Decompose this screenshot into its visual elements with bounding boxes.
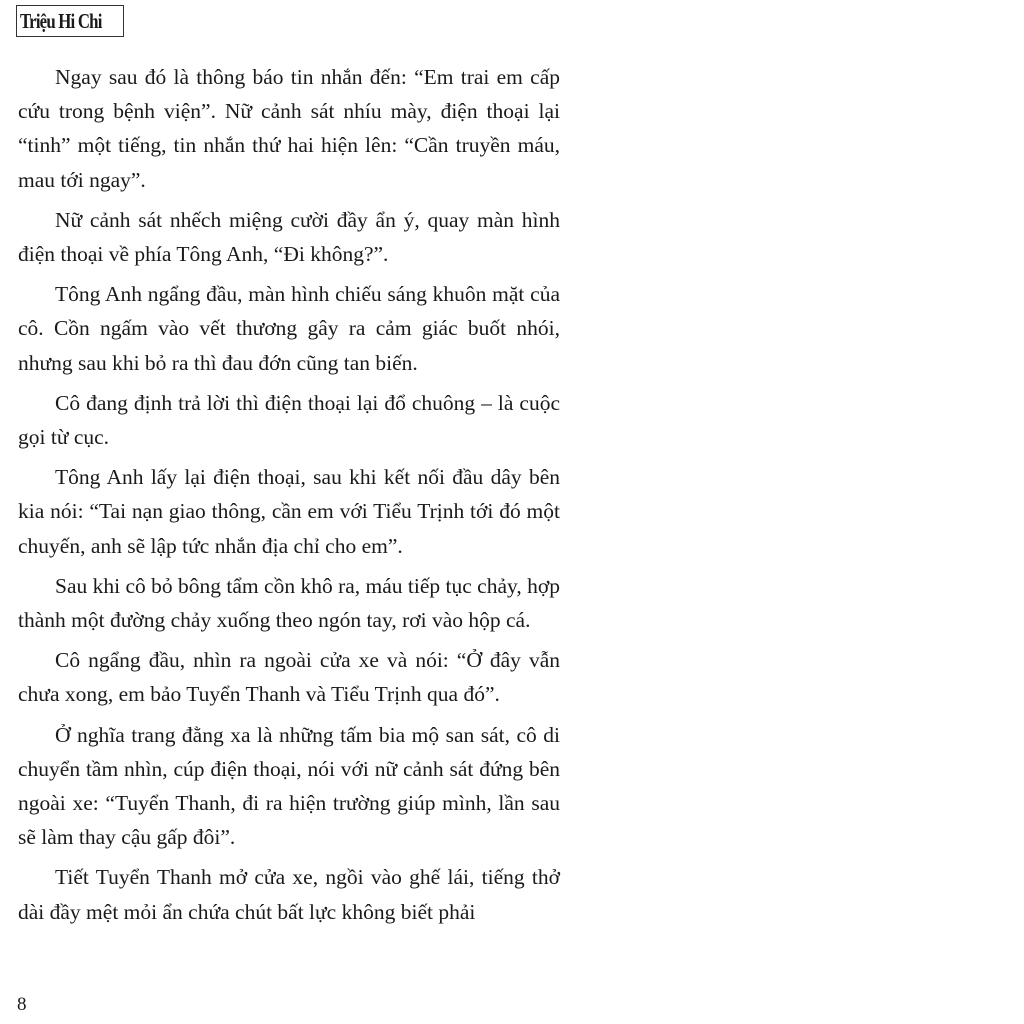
running-header-author xyxy=(16,5,124,37)
paragraph: Sau khi cô bỏ bông tẩm cồn khô ra, máu tiếp tục chảy, hợp thành một đường chảy xuống theo ngón tay, rơi vào hộp cá. xyxy=(18,573,560,633)
paragraph: Tông Anh lấy lại điện thoại, sau khi kết nối đầu dây bên kia nói: “Tai nạn giao thông, cần em với Tiểu Trịnh tới đó một chuyến, anh sẽ lập tức nhắn địa chỉ cho em”. xyxy=(18,465,560,558)
page-number: 8 xyxy=(17,994,27,1015)
paragraph: Ở nghĩa trang đằng xa là những tấm bia mộ san sát, cô di chuyển tầm nhìn, cúp điện thoại, nói với nữ cảnh sát đứng bên ngoài xe: “Tuyển Thanh, đi ra hiện trường giúp mình, lần sau sẽ làm thay cậu gấp đôi”. xyxy=(18,722,560,850)
paragraph: Ngay sau đó là thông báo tin nhắn đến: “Em trai em cấp cứu trong bệnh viện”. Nữ cảnh sát nhíu mày, điện thoại lại “tinh” một tiếng, tin nhắn thứ hai hiện lên: “Cần truyền máu, mau tới ngay”. xyxy=(18,65,560,192)
paragraph: Tiết Tuyển Thanh mở cửa xe, ngồi vào ghế lái, tiếng thở dài đầy mệt mỏi ẩn chứa chút bất lực không biết phải xyxy=(18,865,560,924)
paragraph: Tông Anh ngẩng đầu, màn hình chiếu sáng khuôn mặt của cô. Cồn ngấm vào vết thương gây ra cảm giác buốt nhói, nhưng sau khi bỏ ra thì đau đớn cũng tan biến. xyxy=(18,282,560,375)
paragraph: Cô đang định trả lời thì điện thoại lại đổ chuông – là cuộc gọi từ cục. xyxy=(18,390,560,450)
page-body-text xyxy=(18,60,560,935)
paragraph: Nữ cảnh sát nhếch miệng cười đầy ẩn ý, quay màn hình điện thoại về phía Tông Anh, “Đi không?”. xyxy=(18,207,560,267)
author-name: Triệu Hi Chi xyxy=(20,8,102,33)
paragraph: Cô ngẩng đầu, nhìn ra ngoài cửa xe và nói: “Ở đây vẫn chưa xong, em bảo Tuyển Thanh và Tiểu Trịnh qua đó”. xyxy=(18,648,560,707)
